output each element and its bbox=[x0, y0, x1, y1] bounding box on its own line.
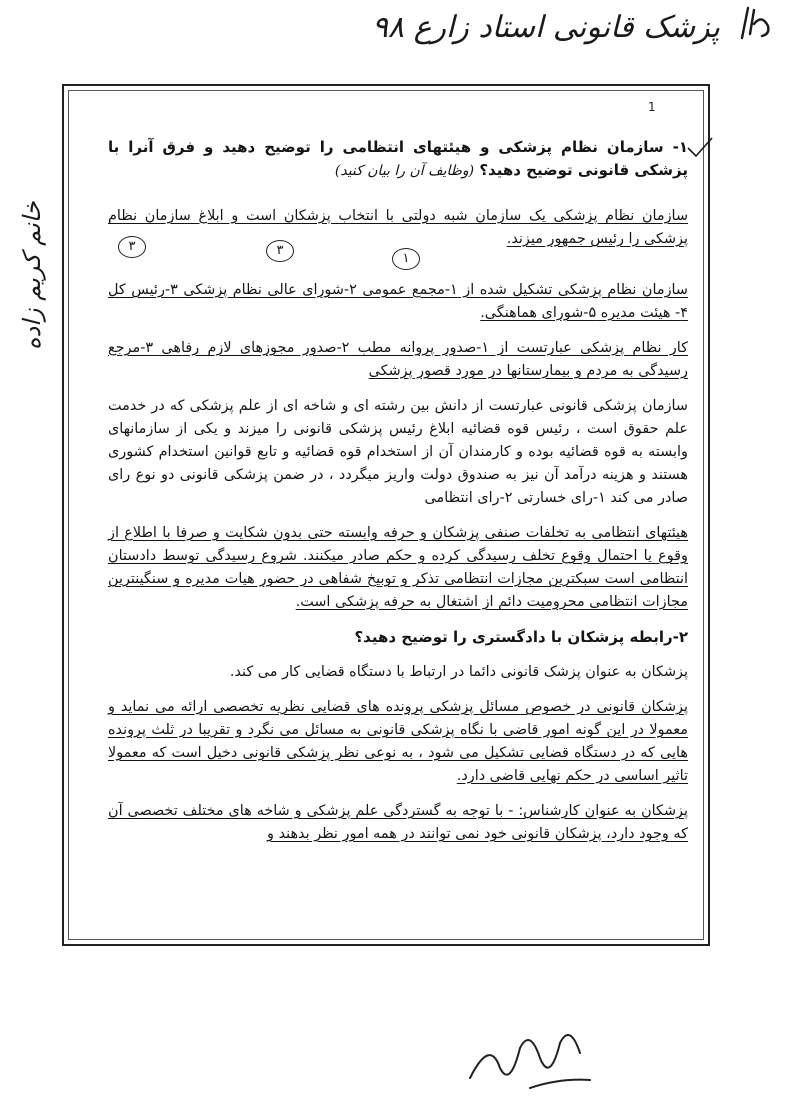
paragraph: کار نظام پزشکی عبارتست از ۱-صدور پروانه مطب ۲-صدور مجوزهای لازم رفاهی ۳-مرجع رسیدگی به مردم و بیمارستانها در مورد قصور پزشکی bbox=[108, 340, 688, 379]
circled-number: ۱ bbox=[392, 248, 420, 270]
handwritten-annotation: (وظایف آن را بیان کنید) bbox=[334, 163, 475, 179]
page-number: 1 bbox=[648, 100, 656, 114]
paragraph: هیئتهای انتظامی به تخلفات صنفی پزشکان و حرفه وابسته حتی بدون شکایت و صرفا با اطلاع از وقوع یا احتمال وقوع تخلف رسیدگی کرده و حکم صادر میکنند. شروع رسیدگی توسط دادستان انتظامی است سبکترین مجازات انتظامی تذکر و توبیخ شفاهی در حضور هیات مدیره و سنگینترین مجازات انتظامی محرومیت دائم از اشتغال به حرفه پزشکی است. bbox=[108, 525, 688, 610]
circled-number: ۳ bbox=[118, 236, 146, 258]
paragraph: سازمان پزشکی قانونی عبارتست از دانش بین رشته ای و شاخه ای از علم پزشکی که در خدمت علم حقوق است ، رئیس قوه قضائیه ابلاغ رئیس پزشکی قانونی را میزند و یکی از سازمانهای وابسته به قوه قضائیه بوده و کارمندان آن از استخدام قوه قضائیه و تابع قوانین استخدام کشوری هستند و هزینه درآمد آن نیز به صندوق دولت واریز میگردد ، در ضمن پزشکی قانونی دو نوع رای صادر می کند ۱-رای خسارتی ۲-رای انتظامی bbox=[108, 398, 688, 506]
paragraph: پزشکان قانونی در خصوص مسائل پزشکی پرونده های قضایی نظریه تخصصی ارائه می نماید و معمولا در این گونه امور قاضی با نگاه پزشکی قانونی به مسائل می نگرد و تقریبا در ثلث پرونده هایی که در دستگاه قضایی تشکیل می شود ، به نوعی نظر پزشکی قانونی دخیل است که معمولا تاثیر اساسی در حکم نهایی قاضی دارد. bbox=[108, 699, 688, 784]
handwritten-side-note: خانم کریم زاده bbox=[18, 201, 46, 350]
paragraph: پزشکان به عنوان پزشک قانونی دائما در ارتباط با دستگاه قضایی کار می کند. bbox=[229, 664, 688, 680]
check-mark-icon bbox=[686, 134, 714, 162]
paragraph: پزشکان به عنوان کارشناس: - با توجه به گستردگی علم پزشکی و شاخه های مختلف تخصصی آن که وجود دارد، پزشکان قانونی خود نمی توانند در همه امور نظر بدهند و bbox=[108, 803, 688, 842]
circled-number: ۳ bbox=[266, 240, 294, 262]
paragraph: سازمان نظام پزشکی تشکیل شده از ۱-مجمع عمومی ۲-شورای عالی نظام پزشکی ۳-رئیس کل ۴- هیئت مدیره ۵-شورای هماهنگی. bbox=[108, 282, 688, 321]
signature-icon bbox=[460, 1018, 600, 1098]
question-1-title bbox=[108, 136, 688, 183]
handwritten-title: پزشک قانونی استاد زارع ۹۸ bbox=[371, 10, 720, 45]
document-body bbox=[108, 136, 688, 858]
question-1-text: ۱- سازمان نظام پزشکی و هیئتهای انتظامی را توضیح دهید و فرق آنرا با پزشکی قانونی توضیح دهید؟ bbox=[108, 138, 688, 179]
question-2-title: ۲-رابطه پزشکان با دادگستری را توضیح دهید؟ bbox=[354, 628, 688, 646]
corner-scribble-icon bbox=[736, 4, 776, 44]
paragraph: سازمان نظام پزشکی یک سازمان شبه دولتی با انتخاب پزشکان است و ابلاغ سازمان نظام پزشکی را رئیس جمهور میزند. bbox=[108, 208, 688, 247]
